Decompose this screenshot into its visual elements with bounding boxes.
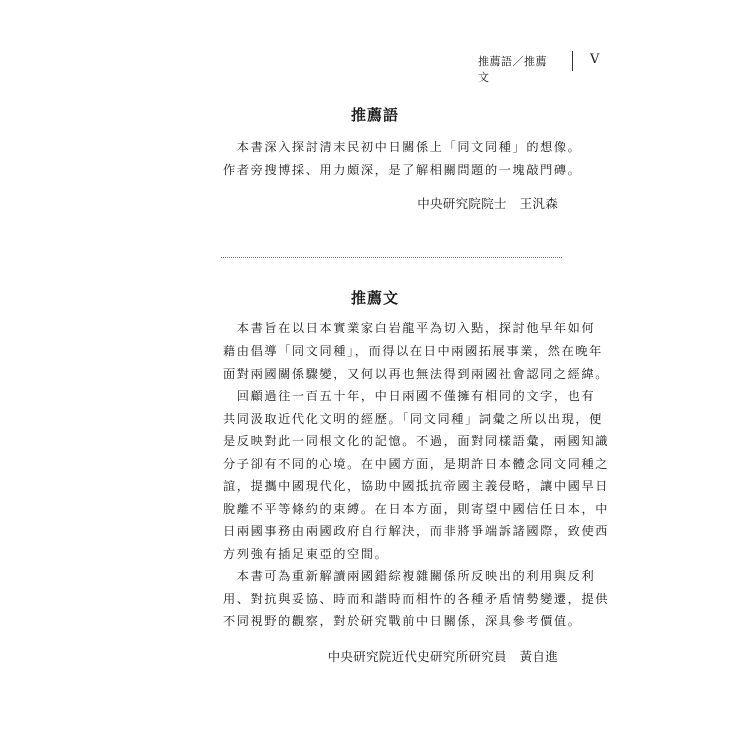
header-divider [572, 51, 573, 71]
recommendation-line: 面對兩國關係驟變，又何以再也無法得到兩國社會認同之經緯。 [223, 367, 610, 381]
recommendation-line: 藉由倡導「同文同種」，而得以在日中兩國拓展事業，然在晚年 [223, 344, 603, 358]
running-title: 推薦語／推薦文 [478, 55, 547, 84]
recommendation-line: 分子卻有不同的心境。在中國方面，是期許日本體念同文同種之 [223, 457, 610, 471]
recommendation-line: 用、對抗與妥協、時而和諧時而相忤的各種矛盾情勢變遷，提供 [223, 592, 610, 606]
recommendation-line: 是反映對此一同根文化的記憶。不過，面對同樣語彙，兩國知識 [223, 434, 610, 448]
section-divider [221, 257, 562, 258]
recommendation-line: 不同視野的觀察，對於研究戰前中日關係，深具參考價值。 [223, 614, 582, 628]
recommendation-line: 日兩國事務由兩國政府自行解決，而非將爭端訴諸國際，致使西 [223, 524, 610, 538]
recommendation-line: 方列強有插足東亞的空間。 [223, 547, 389, 561]
recommendation-line: 共同汲取近代化文明的經歷。「同文同種」詞彙之所以出現，便 [223, 412, 603, 426]
recommendation-line: 誼，提攜中國現代化，協助中國抵抗帝國主義侵略，讓中國早日 [223, 479, 610, 493]
recommendation-line: 本書可為重新解讀兩國錯綜複雜關係所反映出的利用與反利 [223, 569, 596, 583]
recommendation-signature: 中央研究院近代史研究所研究員 黃自進 [327, 649, 558, 664]
endorsement-title: 推薦語 [350, 106, 399, 124]
running-header [478, 51, 618, 84]
recommendation-line: 回顧過往一百五十年，中日兩國不僅擁有相同的文字，也有 [223, 389, 596, 403]
endorsement-line: 本書深入探討清末民初中日關係上「同文同種」的想像。 [223, 140, 582, 154]
endorsement-signature: 中央研究院院士 王汎森 [417, 196, 558, 211]
page-number: V [590, 52, 600, 67]
recommendation-title: 推薦文 [350, 289, 399, 307]
endorsement-line: 作者旁搜博採、用力頗深，是了解相關問題的一塊敲門磚。 [223, 163, 582, 177]
recommendation-line: 脫離不平等條約的束縛。在日本方面，則寄望中國信任日本，中 [223, 502, 610, 516]
recommendation-line: 本書旨在以日本實業家白岩龍平為切入點，探討他早年如何 [223, 321, 596, 335]
